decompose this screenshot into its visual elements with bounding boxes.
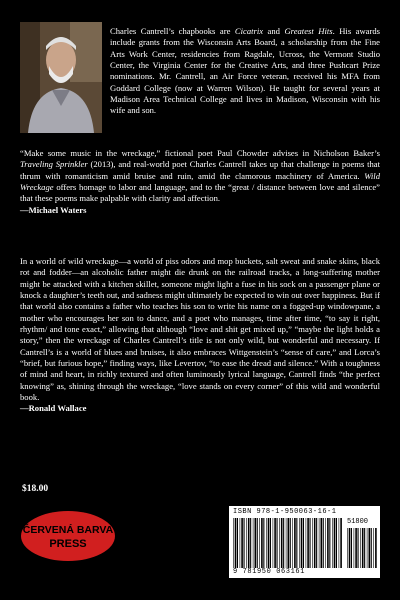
barcode-bar (371, 528, 372, 568)
barcode-bar (358, 528, 359, 568)
barcode-bar (369, 528, 371, 568)
barcode-bar (355, 528, 357, 568)
barcode-bars (233, 518, 343, 568)
barcode-addon-bars (347, 528, 377, 568)
barcode-bar (274, 518, 276, 568)
blurb-attribution: —Michael Waters (20, 204, 87, 215)
barcode-bar (241, 518, 243, 568)
barcode-bar (332, 518, 333, 568)
barcode-bar (312, 518, 313, 568)
barcode-bar (364, 528, 365, 568)
blurb-michael-waters: “Make some music in the wreckage,” fictional poet Paul Chowder advises in Nicholson Baker’s Traveling Sprinkler (2013), and real-world poet Charles Cantrell takes up that challenge in poems that thrum with romanticism amid bruise and ruin, amid the clamorous machinery of America. Wild Wreckage offers homage to labor and language, and to the “great / distance between love and silence” that these poems make palpable with clarity and affection. —Michael Waters (20, 148, 381, 215)
blurb-attribution: —Ronald Wallace (20, 403, 87, 414)
barcode-bar (294, 518, 296, 568)
barcode-bar (281, 518, 283, 568)
barcode-bar (263, 518, 264, 568)
barcode-digits: 9 781950 063161 (233, 568, 306, 576)
barcode-bar (283, 518, 284, 568)
barcode-bar (233, 518, 234, 568)
barcode-bar (255, 518, 257, 568)
author-bio: Charles Cantrell’s chapbooks are Cicatrix and Greatest Hits. His awards include grants from the Wisconsin Arts Board, a scholarship from the Fine Arts Work Center, residencies from Ragdale, Ucross, the Vermont Studio Center, the Virginia Center for the Creative Arts, and three Pushcart Prize nominations. Mr. Cantrell, an Air Force veteran, received his MFA from Goddard College (now at Warren Wilson). He taught for several years at Madison Area Technical College and lives in Madison, Wisconsin with his wife and son. (110, 26, 380, 116)
publisher-logo-line2: PRESS (49, 538, 87, 550)
barcode-bar (268, 518, 270, 568)
isbn-label: ISBN 978-1-950063-16-1 (233, 508, 337, 516)
barcode-bar (248, 518, 250, 568)
barcode-bar (292, 518, 293, 568)
barcode-bar (306, 518, 307, 568)
blurb-ronald-wallace: In a world of wild wreckage—a world of piss odors and mop buckets, salt sweat and snake skins, black rot and fodder—an alcoholic father might die drunk on the railroad tracks, a long-suffering mother might be attacked with a kitchen skillet, someone might light a fuse in his sock on a passenger plane or knock a daughter’s teeth out, and sadness might ultimately be expected to win out over happiness. But if that world also contains a father who teaches his son to write his name on a fogged-up windowpane, a mother who encourages her son to dance, and a poet who manages, time after time, “to say it right, rhythm/ and tone exact,” allowing that although “love and shit get mixed up,” “maybe the light holds a story,” then the wreckage of Charles Cantrell’s title is not only wild, but wonderful and necessary. If Cantrell’s is a world of blues and bruises, it also embraces Wittgenstein’s “sense of care,” and Lorca’s “brief, but furious hope,” finding ways, like Levertov, “to ease the dread and silence.” With a toughness of mind and heart, in richly textured and often luminously lyrical language, Cantrell finds “the perfect knowing” as, shining through the wreckage, “love stands on every corner” of this wild and wonderful book. —Ronald Wallace (20, 256, 380, 414)
barcode-bar (325, 518, 326, 568)
barcode-bar (321, 518, 323, 568)
barcode-bar (279, 518, 280, 568)
barcode-addon-number: 51800 (347, 518, 369, 526)
barcode-bar (329, 518, 330, 568)
barcode-bar (334, 518, 336, 568)
barcode-bar (375, 528, 377, 568)
barcode-bar (257, 518, 258, 568)
barcode-bar (339, 518, 340, 568)
barcode-bar (360, 528, 361, 568)
barcode-bar (327, 518, 329, 568)
author-photo (20, 22, 102, 133)
barcode-bar (261, 518, 263, 568)
barcode-bar (237, 518, 238, 568)
barcode-bar (310, 518, 311, 568)
barcode-bar (303, 518, 304, 568)
barcode-bar (319, 518, 320, 568)
barcode-bar (273, 518, 274, 568)
barcode-bar (244, 518, 245, 568)
barcode-bar (323, 518, 324, 568)
barcode-bar (354, 528, 355, 568)
barcode-bar (362, 528, 364, 568)
publisher-logo (20, 510, 116, 562)
barcode-bar (250, 518, 251, 568)
barcode-bar (307, 518, 309, 568)
isbn-barcode (229, 506, 380, 578)
barcode-bar (290, 518, 291, 568)
barcode-bar (373, 528, 374, 568)
barcode-bar (367, 528, 368, 568)
barcode-bar (299, 518, 300, 568)
barcode-bar (259, 518, 260, 568)
barcode-bar (301, 518, 303, 568)
publisher-logo-line1: ČERVENÁ BARVA (22, 524, 114, 536)
barcode-bar (253, 518, 254, 568)
barcode-bar (340, 518, 342, 568)
barcode-bar (316, 518, 317, 568)
barcode-bar (286, 518, 287, 568)
publisher-logo-oval (21, 511, 115, 561)
barcode-bar (314, 518, 316, 568)
barcode-bar (266, 518, 267, 568)
barcode-bar (349, 528, 351, 568)
barcode-bar (336, 518, 337, 568)
barcode-bar (296, 518, 297, 568)
barcode-bar (288, 518, 290, 568)
barcode-bar (277, 518, 278, 568)
barcode-bar (246, 518, 247, 568)
price: $18.00 (22, 484, 49, 494)
barcode-bar (235, 518, 237, 568)
barcode-bar (270, 518, 271, 568)
barcode-bar (240, 518, 241, 568)
barcode-bar (347, 528, 348, 568)
barcode-bar (351, 528, 352, 568)
